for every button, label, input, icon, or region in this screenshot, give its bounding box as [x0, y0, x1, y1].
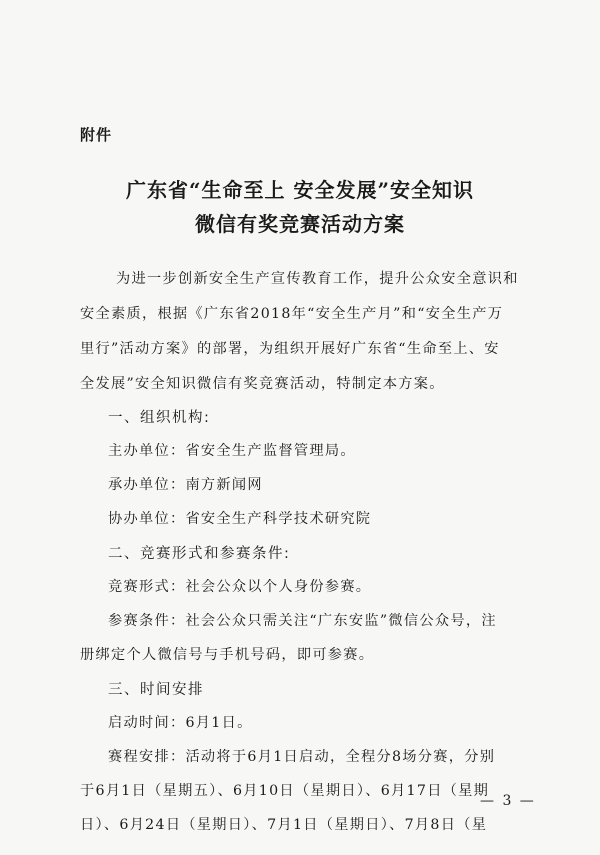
section-heading-format: 二、竞赛形式和参赛条件: — [108, 546, 291, 562]
intro-line-3: 里行”活动方案》的部署，为组织开展好广东省“生命至上、安 — [80, 341, 500, 357]
intro-line-4: 全发展”安全知识微信有奖竞赛活动，特制定本方案。 — [80, 376, 445, 392]
attachment-label: 附件 — [80, 126, 113, 144]
undertaker-line: 承办单位：南方新闻网 — [108, 477, 263, 493]
intro-line-2: 安全素质，根据《广东省2018年“安全生产月”和“安全生产万 — [80, 306, 504, 322]
document-title-line-2: 微信有奖竞赛活动方案 — [195, 212, 405, 236]
condition-line-1: 参赛条件：社会公众只需关注“广东安监”微信公众号，注 — [108, 613, 497, 629]
schedule-line-1: 赛程安排：活动将于6月1日启动，全程分8场分赛，分别 — [108, 749, 496, 765]
schedule-line-3: 日）、6月24日（星期日）、7月1日（星期日）、7月8日（星 — [80, 817, 488, 833]
co-organizer-line: 协办单位：省安全生产科学技术研究院 — [108, 511, 372, 527]
page-number: — 3 — — [480, 793, 536, 809]
organizer-line: 主办单位：省安全生产监督管理局。 — [108, 443, 356, 459]
format-line: 竞赛形式：社会公众以个人身份参赛。 — [108, 579, 372, 595]
condition-line-2: 册绑定个人微信号与手机号码，即可参赛。 — [80, 647, 375, 663]
section-heading-schedule: 三、时间安排 — [108, 682, 204, 698]
section-heading-organization: 一、组织机构: — [108, 410, 211, 426]
intro-line-1: 为进一步创新安全生产宣传教育工作，提升公众安全意识和 — [116, 271, 519, 287]
document-title-line-1: 广东省“生命至上 安全发展”安全知识 — [126, 178, 474, 202]
start-time-line: 启动时间：6月1日。 — [108, 715, 253, 731]
schedule-line-2: 于6月1日（星期五）、6月10日（星期日）、6月17日（星期 — [80, 783, 490, 799]
